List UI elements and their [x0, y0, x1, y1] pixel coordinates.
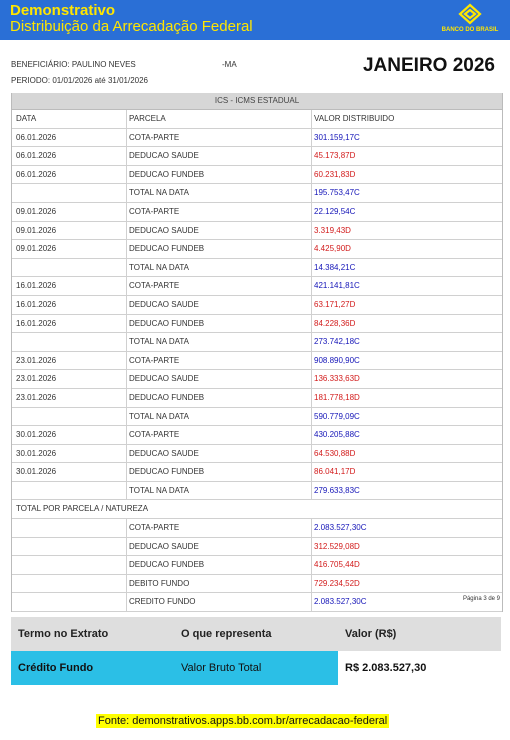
col-header-valor: VALOR DISTRIBUIDO	[314, 114, 395, 123]
cell-valor: 301.159,17C	[314, 132, 360, 142]
table-row	[12, 259, 502, 278]
cell-data: 16.01.2026	[16, 281, 57, 291]
cell-parcela: DEDUCAO SAUDE	[129, 374, 199, 384]
col-header-parcela: PARCELA	[129, 114, 166, 123]
beneficiario-label: BENEFICIÁRIO: PAULINO NEVES	[11, 60, 136, 69]
logo-text: BANCO DO BRASIL	[441, 27, 499, 33]
cell-valor: 908.890,90C	[314, 355, 360, 365]
col-header-data: DATA	[16, 114, 37, 123]
cell-valor: 86.041,17D	[314, 467, 356, 477]
table-row	[12, 184, 502, 203]
cell-valor: 430.205,88C	[314, 430, 360, 440]
cell-parcela: TOTAL NA DATA	[129, 337, 190, 347]
table-row	[12, 408, 502, 427]
month-title: JANEIRO 2026	[362, 55, 495, 76]
cell-valor: 14.384,21C	[314, 262, 356, 272]
cell-valor: 273.742,18C	[314, 337, 360, 347]
periodo-label: PERIODO: 01/01/2026 até 31/01/2026	[11, 76, 148, 85]
header-subtitle: Distribuição da Arrecadação Federal	[10, 18, 253, 35]
cell-data: 06.01.2026	[16, 169, 57, 179]
table-row	[12, 519, 502, 538]
summary-header-valor: Valor (R$)	[345, 628, 397, 640]
table-row	[12, 593, 502, 612]
table-row	[12, 315, 502, 334]
cell-parcela: DEBITO FUNDO	[129, 578, 190, 588]
table-row	[12, 445, 502, 464]
cell-valor: 312.529,08D	[314, 541, 360, 551]
cell-parcela: DEDUCAO FUNDEB	[129, 467, 205, 477]
summary-row	[11, 651, 501, 685]
cell-parcela: DEDUCAO FUNDEB	[129, 244, 205, 254]
table-row	[12, 575, 502, 594]
table-row	[12, 296, 502, 315]
cell-parcela: COTA-PARTE	[129, 281, 180, 291]
cell-parcela: TOTAL NA DATA	[129, 485, 190, 495]
cell-valor: 3.319,43D	[314, 225, 351, 235]
cell-parcela: COTA-PARTE	[129, 430, 180, 440]
table-row	[12, 166, 502, 185]
cell-valor: 181.778,18D	[314, 392, 360, 402]
cell-data: 30.01.2026	[16, 430, 57, 440]
cell-valor: 2.083.527,30C	[314, 597, 367, 607]
cell-data: 09.01.2026	[16, 244, 57, 254]
table-row	[12, 370, 502, 389]
cell-parcela: COTA-PARTE	[129, 132, 180, 142]
cell-data: 06.01.2026	[16, 151, 57, 161]
table-header-row	[12, 110, 502, 129]
app-header	[0, 0, 510, 40]
cell-parcela: TOTAL NA DATA	[129, 411, 190, 421]
cell-data: 30.01.2026	[16, 448, 57, 458]
table-row	[12, 129, 502, 148]
cell-parcela: CREDITO FUNDO	[129, 597, 196, 607]
cell-parcela: COTA-PARTE	[129, 206, 180, 216]
header-title: Demonstrativo	[10, 2, 116, 19]
summary-valor: R$ 2.083.527,30	[345, 662, 427, 674]
table-row	[12, 203, 502, 222]
cell-data: 23.01.2026	[16, 355, 57, 365]
cell-data: 06.01.2026	[16, 132, 57, 142]
cell-valor: 590.779,09C	[314, 411, 360, 421]
summary-termo: Crédito Fundo	[18, 662, 94, 674]
summary-table	[11, 617, 501, 685]
table-row	[12, 482, 502, 501]
cell-data: 16.01.2026	[16, 318, 57, 328]
cell-valor: 2.083.527,30C	[314, 523, 367, 533]
cell-valor: 729.234,52D	[314, 578, 360, 588]
cell-valor: 416.705,44D	[314, 560, 360, 570]
table-row	[12, 240, 502, 259]
cell-data: 09.01.2026	[16, 206, 57, 216]
cell-valor: 64.530,88D	[314, 448, 356, 458]
distribution-table	[11, 93, 503, 612]
cell-valor: 279.633,83C	[314, 485, 360, 495]
summary-header-termo: Termo no Extrato	[18, 628, 109, 640]
table-row	[12, 389, 502, 408]
cell-parcela: DEDUCAO SAUDE	[129, 299, 199, 309]
cell-parcela: DEDUCAO SAUDE	[129, 151, 199, 161]
cell-data: 30.01.2026	[16, 467, 57, 477]
table-row	[12, 463, 502, 482]
cell-parcela: DEDUCAO FUNDEB	[129, 392, 205, 402]
cell-parcela: DEDUCAO FUNDEB	[129, 318, 205, 328]
cell-valor: 84.228,36D	[314, 318, 356, 328]
page-number: Página 3 de 9	[462, 596, 500, 602]
cell-parcela: DEDUCAO FUNDEB	[129, 560, 205, 570]
cell-parcela: TOTAL NA DATA	[129, 262, 190, 272]
cell-data: 23.01.2026	[16, 392, 57, 402]
table-row	[12, 352, 502, 371]
cell-parcela: DEDUCAO SAUDE	[129, 541, 199, 551]
table-row	[12, 500, 502, 519]
cell-data: 09.01.2026	[16, 225, 57, 235]
cell-parcela: DEDUCAO SAUDE	[129, 448, 199, 458]
cell-valor: 22.129,54C	[314, 206, 356, 216]
cell-valor: 60.231,83D	[314, 169, 356, 179]
table-title: ICS - ICMS ESTADUAL	[12, 93, 502, 110]
summary-representa: Valor Bruto Total	[181, 662, 262, 674]
cell-parcela: DEDUCAO SAUDE	[129, 225, 199, 235]
cell-valor: 63.171,27D	[314, 299, 356, 309]
table-row	[12, 538, 502, 557]
cell-valor: 136.333,63D	[314, 374, 360, 384]
cell-data: 16.01.2026	[16, 299, 57, 309]
table-row	[12, 426, 502, 445]
cell-parcela: COTA-PARTE	[129, 355, 180, 365]
table-row	[12, 333, 502, 352]
table-row	[12, 222, 502, 241]
cell-data: 23.01.2026	[16, 374, 57, 384]
cell-parcela: TOTAL NA DATA	[129, 188, 190, 198]
uf-label: -MA	[222, 60, 237, 69]
table-row	[12, 556, 502, 575]
table-row	[12, 277, 502, 296]
table-row	[12, 147, 502, 166]
summary-header-representa: O que representa	[181, 628, 272, 640]
summary-header-row	[11, 617, 501, 651]
cell-data: TOTAL POR PARCELA / NATUREZA	[16, 504, 149, 514]
cell-parcela: COTA-PARTE	[129, 523, 180, 533]
banco-do-brasil-logo	[440, 3, 500, 37]
cell-valor: 4.425,90D	[314, 244, 351, 254]
cell-valor: 45.173,87D	[314, 151, 356, 161]
cell-valor: 195.753,47C	[314, 188, 360, 198]
cell-parcela: DEDUCAO FUNDEB	[129, 169, 205, 179]
cell-valor: 421.141,81C	[314, 281, 360, 291]
source-note: Fonte: demonstrativos.apps.bb.com.br/arrecadacao-federal	[98, 715, 388, 727]
bb-logo-icon	[440, 3, 500, 27]
